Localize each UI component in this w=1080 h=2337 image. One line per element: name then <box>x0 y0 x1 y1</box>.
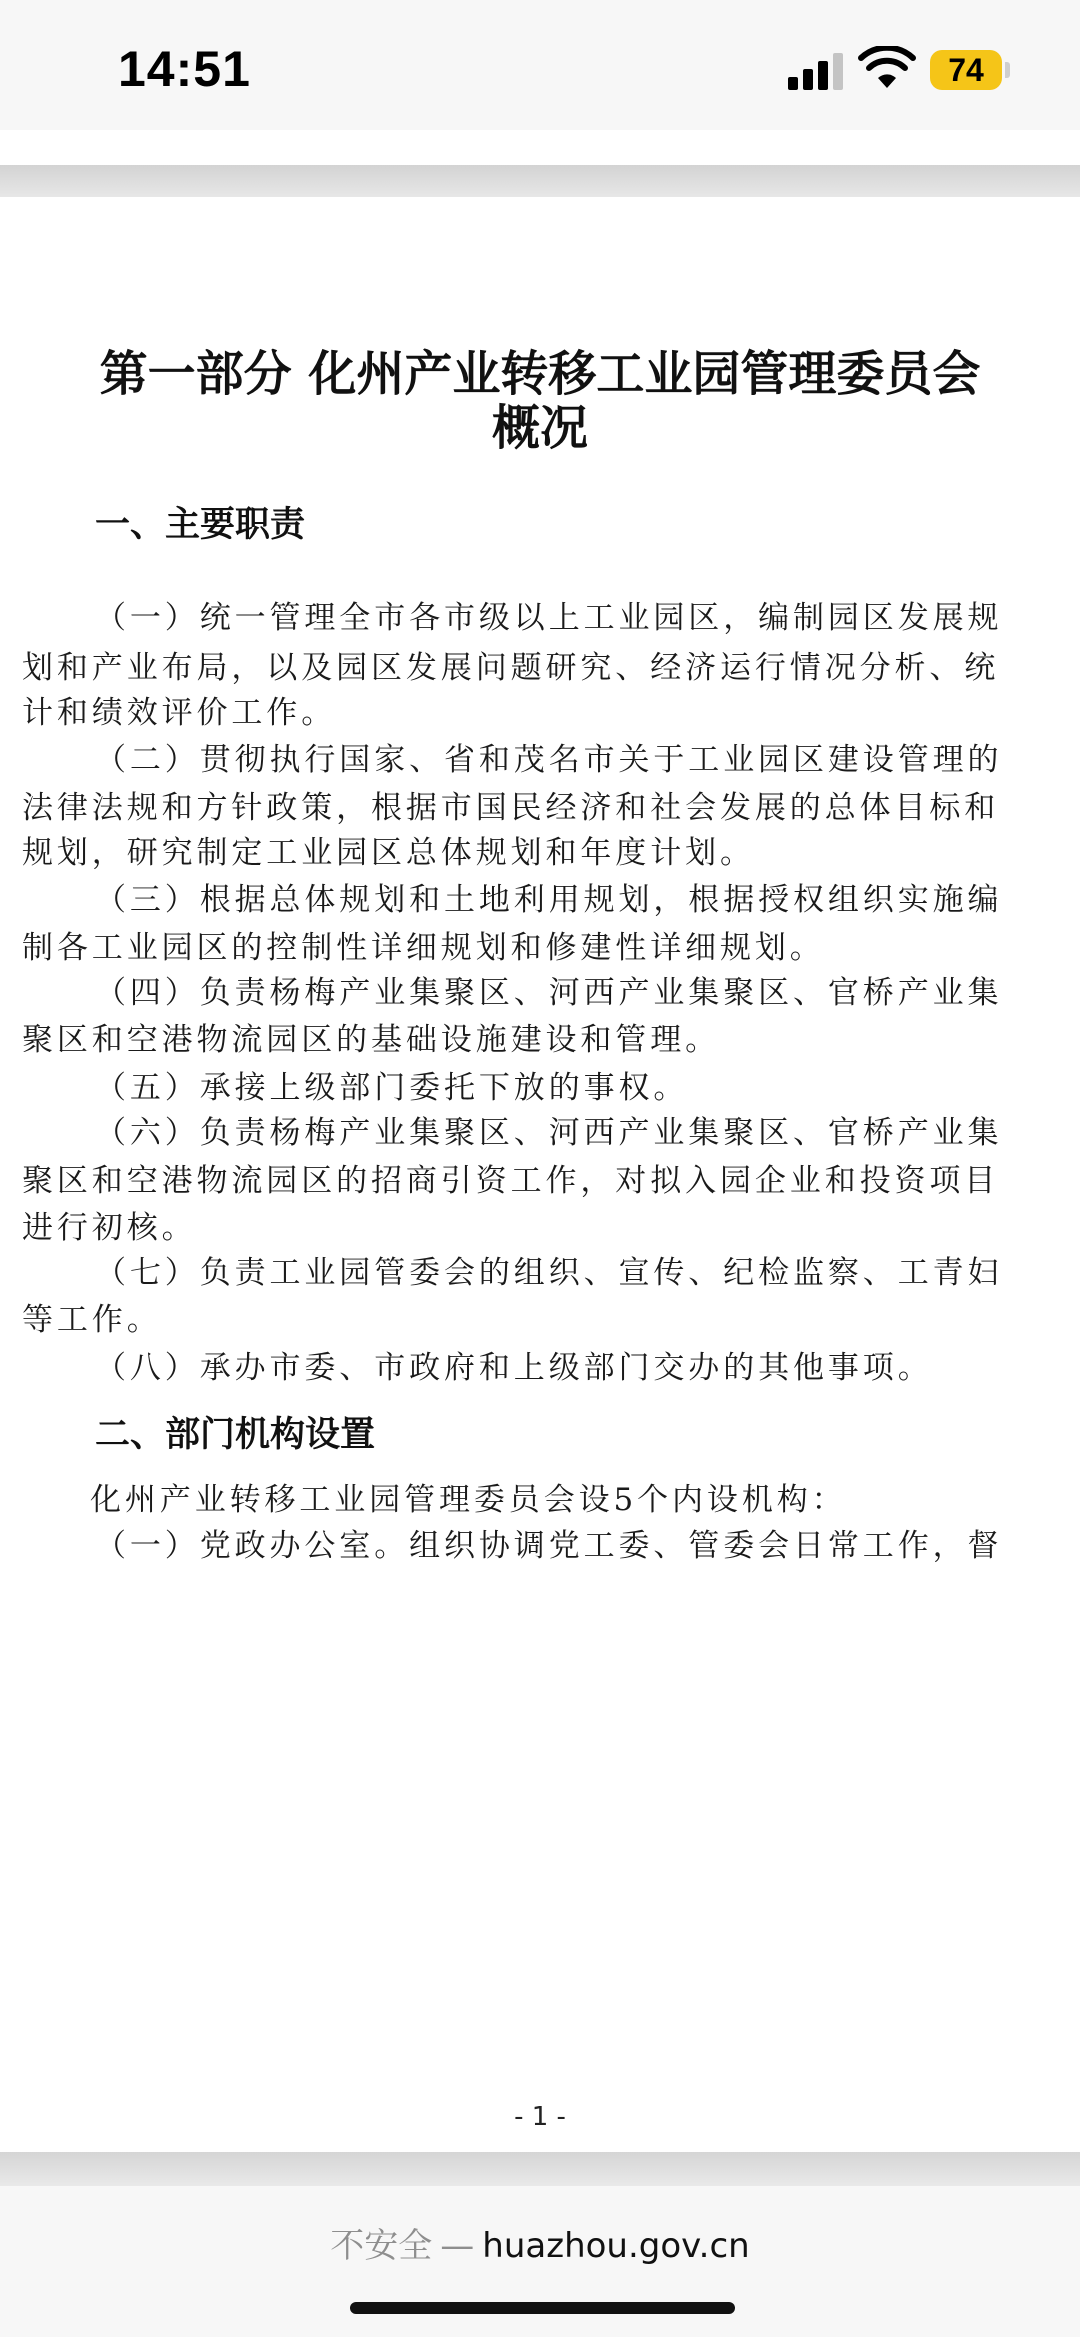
paragraph-line: 化州产业转移工业园管理委员会设5个内设机构： <box>90 1482 847 1518</box>
home-indicator[interactable] <box>350 2302 735 2314</box>
status-bar <box>0 0 1080 130</box>
battery-indicator: 74 <box>930 50 1002 90</box>
url-domain: huazhou.gov.cn <box>482 2226 750 2266</box>
paragraph-line: （五）承接上级部门委托下放的事权。 <box>95 1070 689 1106</box>
battery-cap <box>1005 62 1010 78</box>
paragraph-line: 计和绩效评价工作。 <box>22 695 337 731</box>
paragraph-line: （三）根据总体规划和土地利用规划，根据授权组织实施编 <box>95 882 1003 918</box>
address-bar[interactable] <box>0 2218 1080 2267</box>
document-page[interactable] <box>0 197 1080 2147</box>
security-status: 不安全 <box>330 2226 433 2266</box>
wifi-icon <box>858 46 916 90</box>
paragraph-line: 规划，研究制定工业园区总体规划和年度计划。 <box>22 835 755 871</box>
section-heading-duties: 一、主要职责 <box>95 505 306 545</box>
page-number: - 1 - <box>514 2102 566 2132</box>
paragraph-line: （七）负责工业园管委会的组织、宣传、纪检监察、工青妇 <box>95 1255 1003 1291</box>
document-title-line2: 概况 <box>491 400 588 456</box>
paragraph-line: （二）贯彻执行国家、省和茂名市关于工业园区建设管理的 <box>95 742 1003 778</box>
page-separator-top <box>0 165 1080 197</box>
status-time: 14:51 <box>118 41 251 97</box>
paragraph-line: （八）承办市委、市政府和上级部门交办的其他事项。 <box>95 1350 933 1386</box>
cellular-signal-icon <box>788 52 844 90</box>
paragraph-line: （六）负责杨梅产业集聚区、河西产业集聚区、官桥产业集 <box>95 1115 1003 1151</box>
document-title-line1: 第一部分 化州产业转移工业园管理委员会 <box>99 346 981 402</box>
paragraph-line: 聚区和空港物流园区的招商引资工作，对拟入园企业和投资项目 <box>22 1163 1000 1199</box>
page-separator-bottom <box>0 2152 1080 2186</box>
paragraph-line: （四）负责杨梅产业集聚区、河西产业集聚区、官桥产业集 <box>95 975 1003 1011</box>
url-separator: — <box>440 2226 475 2266</box>
paragraph-line: （一）党政办公室。组织协调党工委、管委会日常工作，督 <box>95 1528 1003 1564</box>
paragraph-line: （一）统一管理全市各市级以上工业园区，编制园区发展规 <box>95 600 1003 636</box>
paragraph-line: 划和产业布局，以及园区发展问题研究、经济运行情况分析、统 <box>22 650 1000 686</box>
paragraph-line: 聚区和空港物流园区的基础设施建设和管理。 <box>22 1022 720 1058</box>
paragraph-line: 制各工业园区的控制性详细规划和修建性详细规划。 <box>22 930 825 966</box>
paragraph-line: 法律法规和方针政策，根据市国民经济和社会发展的总体目标和 <box>22 790 1000 826</box>
paragraph-line: 进行初核。 <box>22 1210 197 1246</box>
paragraph-line: 等工作。 <box>22 1302 162 1338</box>
section-heading-organization: 二、部门机构设置 <box>95 1415 376 1455</box>
